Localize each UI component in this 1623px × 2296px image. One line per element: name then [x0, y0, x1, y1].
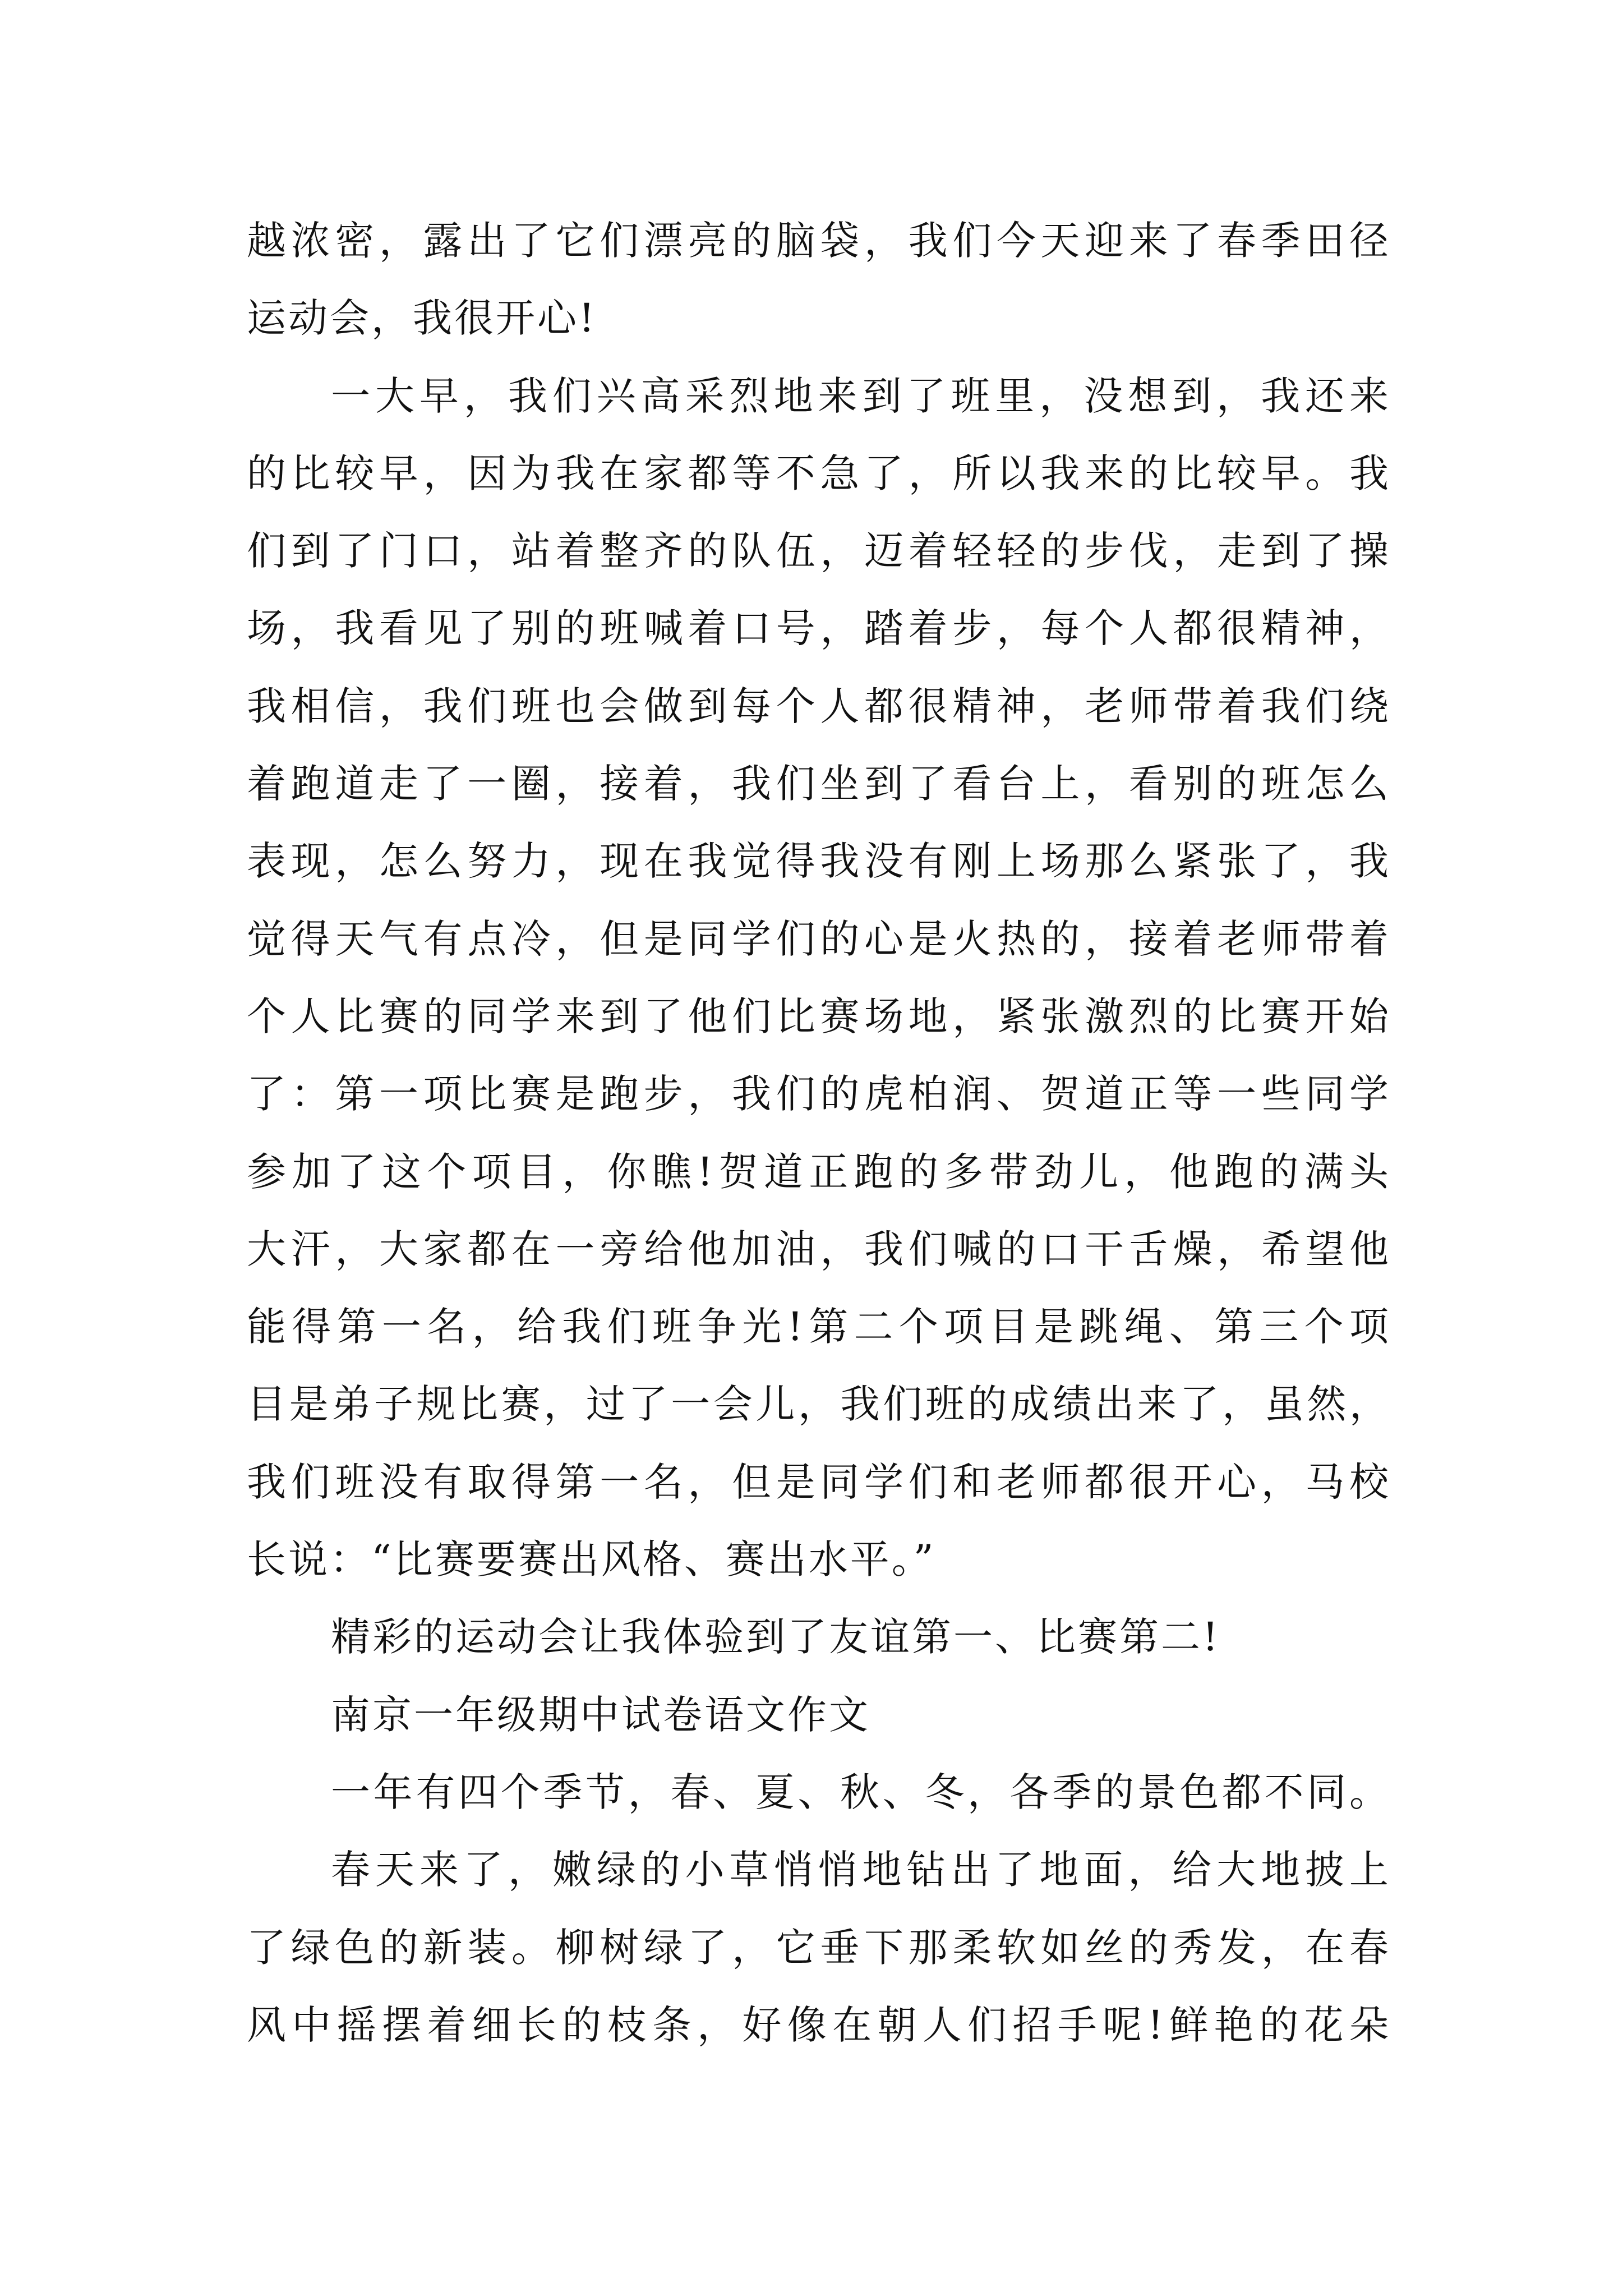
paragraph-start-line: 春天来了，嫩绿的小草悄悄地钻出了地面，给大地披上	[331, 1847, 1391, 1893]
text-line: 越浓密，露出了它们漂亮的脑袋，我们今天迎来了春季田径	[247, 218, 1391, 264]
text-line: 风中摇摆着细长的枝条，好像在朝人们招手呢!鲜艳的花朵	[247, 2001, 1391, 2048]
text-line: 场，我看见了别的班喊着口号，踏着步，每个人都很精神，	[247, 605, 1391, 652]
text-line: 大汗，大家都在一旁给他加油，我们喊的口干舌燥，希望他	[247, 1226, 1391, 1272]
paragraph-start-line: 一大早，我们兴高采烈地来到了班里，没想到，我还来	[331, 372, 1391, 419]
text-line: 运动会，我很开心!	[247, 295, 597, 342]
text-line: 了绿色的新装。柳树绿了，它垂下那柔软如丝的秀发，在春	[247, 1924, 1391, 1971]
text-line: 觉得天气有点冷，但是同学们的心是火热的，接着老师带着	[247, 915, 1391, 962]
text-line: 们到了门口，站着整齐的队伍，迈着轻轻的步伐，走到了操	[247, 528, 1391, 574]
text-line: 能得第一名，给我们班争光!第二个项目是跳绳、第三个项	[247, 1304, 1391, 1350]
text-line: 参加了这个项目，你瞧!贺道正跑的多带劲儿，他跑的满头	[247, 1148, 1391, 1195]
text-line: 着跑道走了一圈，接着，我们坐到了看台上，看别的班怎么	[247, 761, 1391, 807]
text-line: 个人比赛的同学来到了他们比赛场地，紧张激烈的比赛开始	[247, 993, 1391, 1039]
text-line: 了：第一项比赛是跑步，我们的虎柏润、贺道正等一些同学	[247, 1071, 1391, 1117]
text-line: 目是弟子规比赛，过了一会儿，我们班的成绩出来了，虽然，	[247, 1381, 1391, 1428]
paragraph-line: 精彩的运动会让我体验到了友谊第一、比赛第二!	[331, 1614, 1221, 1660]
text-line: 我相信，我们班也会做到每个人都很精神，老师带着我们绕	[247, 683, 1391, 729]
paragraph-line: 一年有四个季节，春、夏、秋、冬，各季的景色都不同。	[331, 1769, 1391, 1815]
text-line: 我们班没有取得第一名，但是同学们和老师都很开心，马校	[247, 1458, 1391, 1505]
essay-title: 南京一年级期中试卷语文作文	[331, 1691, 870, 1738]
essay-text	[247, 202, 1391, 2064]
text-line: 表现，怎么努力，现在我觉得我没有刚上场那么紧张了，我	[247, 838, 1391, 885]
text-line: 的比较早，因为我在家都等不急了，所以我来的比较早。我	[247, 450, 1391, 496]
text-line: 长说：“比赛要赛出风格、赛出水平。”	[247, 1536, 936, 1583]
